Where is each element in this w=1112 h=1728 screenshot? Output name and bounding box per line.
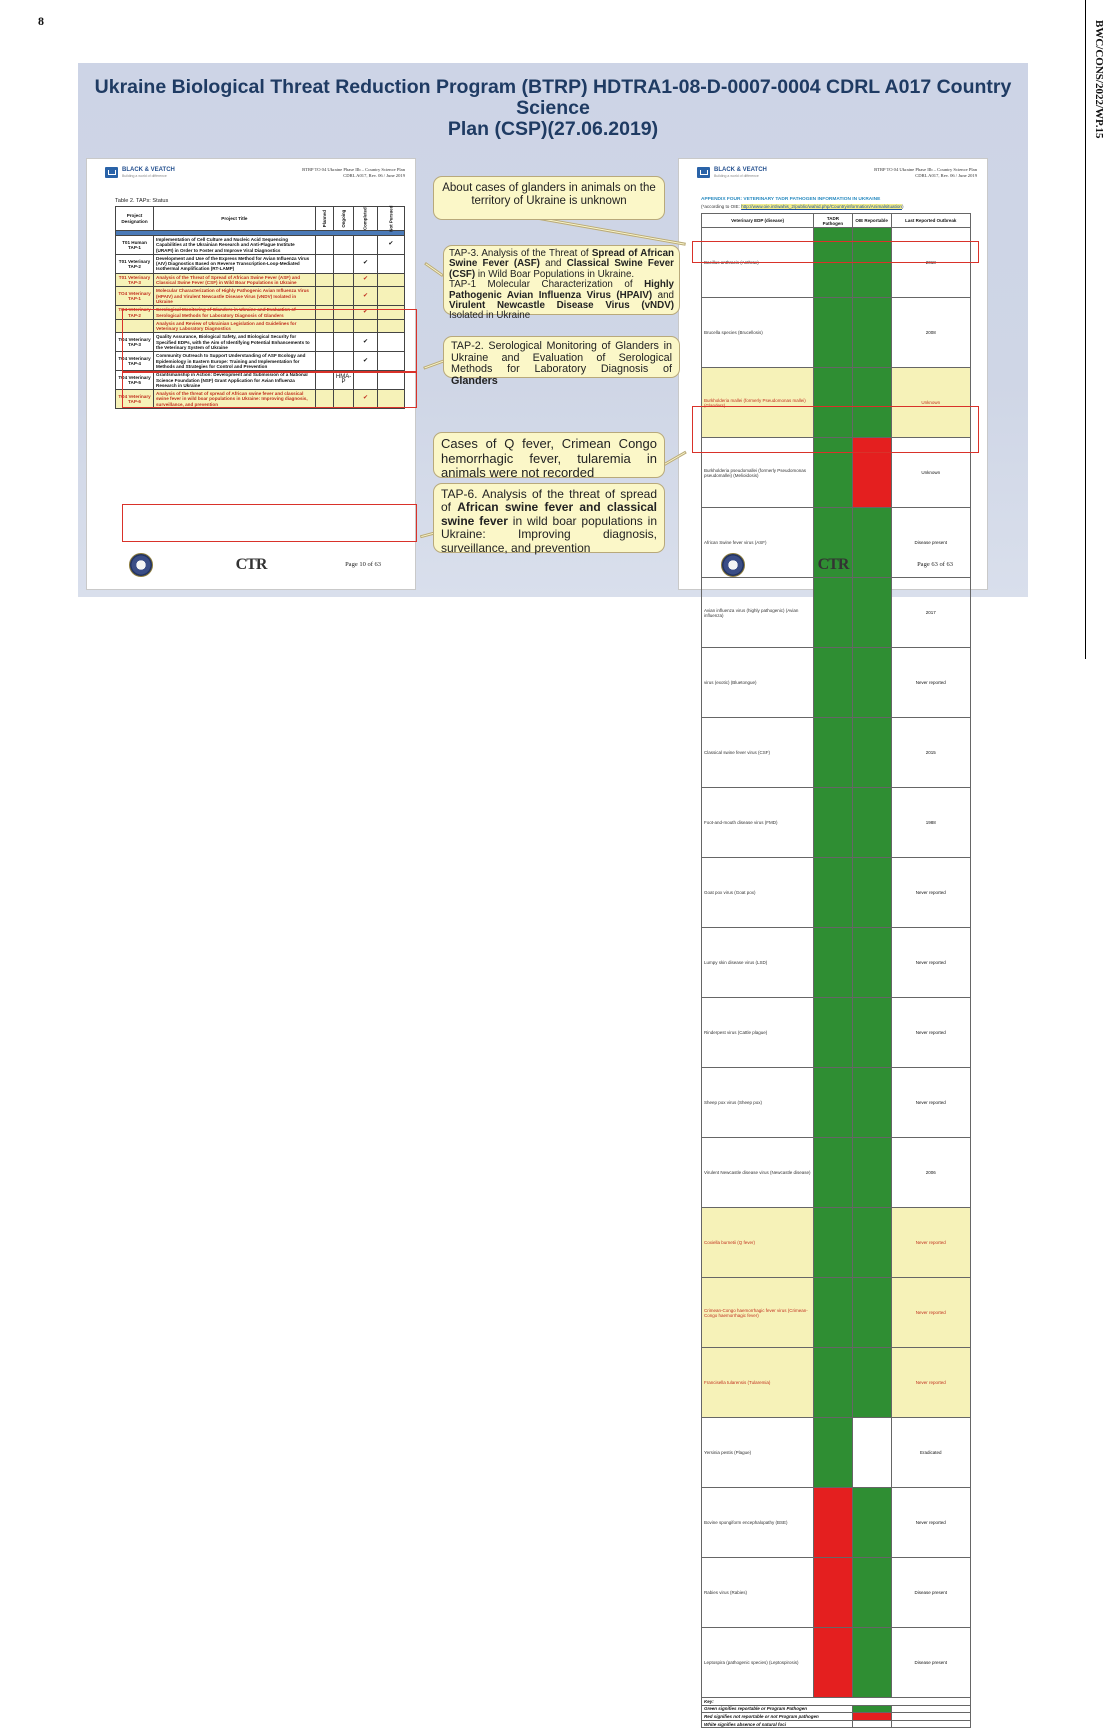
oie-reportable-cell — [852, 998, 891, 1068]
last-outbreak: 2008 — [891, 298, 970, 368]
tadr-pathogen-cell — [814, 1418, 853, 1488]
project-title: Analysis and Review of Ukrainian Legislation and Guidelines for Veterinary Laboratory Diagnostics — [154, 319, 316, 333]
tadr-pathogen-cell — [814, 578, 853, 648]
status-not-pursued — [377, 287, 404, 306]
doc-reference — [874, 167, 977, 179]
table-row — [702, 1558, 971, 1628]
doc-header — [697, 167, 977, 191]
dtra-seal-icon — [129, 553, 153, 577]
table-caption: Table 2. TAPs: Status — [115, 198, 169, 204]
right-document-page — [678, 158, 988, 1727]
callout-glanders-unknown: About cases of glanders in animals on the territory of Ukraine is unknown — [433, 176, 665, 220]
page-number: 8 — [38, 14, 44, 28]
col-header-tadr: TADR Pathogen — [814, 214, 853, 228]
last-outbreak: Never reported — [891, 998, 970, 1068]
disease-name: Bacillus anthracis (Anthrax) — [702, 228, 814, 298]
last-outbreak: Eradicated — [891, 1418, 970, 1488]
status-completed: ✔ — [354, 333, 378, 352]
col-header-disease: Veterinary EDP (disease) — [702, 214, 814, 228]
tadr-pathogen-cell — [814, 1278, 853, 1348]
table-row — [702, 1068, 971, 1138]
table-row — [116, 236, 405, 255]
last-outbreak: Never reported — [891, 1348, 970, 1418]
tadr-pathogen-cell — [814, 1488, 853, 1558]
table-row — [702, 578, 971, 648]
last-outbreak: 1988 — [891, 788, 970, 858]
table-row — [702, 1488, 971, 1558]
document-code: BWC/CONS/2022/WP.15 — [1093, 20, 1105, 139]
tadr-pathogen-cell — [814, 998, 853, 1068]
black-veatch-logo — [697, 167, 767, 178]
col-header-designation: Project Designation — [116, 207, 154, 231]
disease-name: Avian influenza virus (highly pathogenic) (Avian influenza) — [702, 578, 814, 648]
bv-logo-icon — [697, 167, 710, 178]
table-row — [702, 858, 971, 928]
key-red-swatch — [852, 1713, 891, 1721]
table-row — [702, 1418, 971, 1488]
oie-reportable-cell — [852, 648, 891, 718]
slide — [78, 63, 1028, 1727]
disease-name: Lumpy skin disease virus (LSD) — [702, 928, 814, 998]
status-not-pursued: ✔ — [377, 236, 404, 255]
project-designation: T01 Veterinary TAP-2 — [116, 254, 154, 273]
status-ongoing: HMA-P — [333, 371, 353, 390]
table-row — [116, 254, 405, 273]
status-completed: ✔ — [354, 390, 378, 409]
disease-name: Brucella species (Brucellosis) — [702, 298, 814, 368]
callout-tap2: TAP-2. Serological Monitoring of Glanders in Ukraine and Evaluation of Serological Methods for Laboratory Diagnosis of Glanders — [443, 336, 680, 378]
table-row — [702, 1138, 971, 1208]
project-designation: TO4 Veterinary TAP-6 — [116, 390, 154, 409]
key-row — [702, 1713, 971, 1721]
last-outbreak: 2017 — [891, 578, 970, 648]
project-title: Molecular Characterization of Highly Pathogenic Avian Influenza Virus (HPAIV) and Virulent Newcastle Disease Virus (vNDV) Isolated in Ukraine — [154, 287, 316, 306]
disease-name: Francisella tularensis (Tularemia) — [702, 1348, 814, 1418]
disease-name: Goat pox virus (Goat pox) — [702, 858, 814, 928]
tadr-pathogen-cell — [814, 1348, 853, 1418]
oie-reportable-cell — [852, 298, 891, 368]
table-row — [702, 298, 971, 368]
table-row — [702, 998, 971, 1068]
last-outbreak: Disease present — [891, 508, 970, 578]
tadr-pathogen-cell — [814, 1628, 853, 1698]
table-row — [702, 648, 971, 718]
appendix-note: (*according to OIE: http://www.oie.int/wahis_2/public/wahid.php/Countryinformation/Animalsituation) — [701, 204, 904, 209]
project-designation: TO4 Veterinary TAP-2 — [116, 306, 154, 320]
col-header-oie: OIE Reportable — [852, 214, 891, 228]
tadr-pathogen-cell — [814, 788, 853, 858]
status-planned — [315, 254, 333, 273]
callout-pointer — [423, 359, 445, 369]
oie-reportable-cell — [852, 928, 891, 998]
doc-footer — [679, 553, 987, 579]
key-title: Key: — [702, 1698, 971, 1706]
bv-logo-text: BLACK & VEATCH — [714, 167, 767, 173]
col-header-not-pursued: Not Pursued — [377, 207, 404, 231]
last-outbreak: Unknown — [891, 438, 970, 508]
tadr-pathogen-cell — [814, 718, 853, 788]
highlight-box-tap6 — [122, 504, 417, 542]
table-row — [702, 1628, 971, 1698]
oie-reportable-cell — [852, 1488, 891, 1558]
table-row — [116, 273, 405, 287]
project-title: Analysis of the Threat of Spread of African Swine Fever (ASF) and Classical Swine Fever (CSF) in Wild Boar Populations in Ukraine — [154, 273, 316, 287]
col-header-planned: Planned — [315, 207, 333, 231]
oie-reportable-cell — [852, 1418, 891, 1488]
last-outbreak: 2006 — [891, 1138, 970, 1208]
status-ongoing — [333, 254, 353, 273]
tadr-pathogen-cell — [814, 1068, 853, 1138]
doc-reference — [302, 167, 405, 179]
last-outbreak: Disease present — [891, 1558, 970, 1628]
document-code-margin — [1090, 20, 1108, 220]
last-outbreak: 2015 — [891, 718, 970, 788]
highlight-box-tap3-tap1 — [122, 309, 417, 372]
status-ongoing — [333, 236, 353, 255]
key-row — [702, 1705, 971, 1713]
page-label: Page 10 of 63 — [345, 561, 381, 568]
slide-title-line2: Plan (CSP)(27.06.2019) — [447, 118, 659, 140]
project-designation: TO4 Veterinary TAP-1 — [116, 287, 154, 306]
status-ongoing — [333, 287, 353, 306]
table-row — [702, 928, 971, 998]
disease-name: Bovine spongiform encephalopathy (BSE) — [702, 1488, 814, 1558]
slide-title — [78, 77, 1028, 140]
project-designation: TO4 Veterinary TAP-3 — [116, 333, 154, 352]
dtra-seal-icon — [721, 553, 745, 577]
disease-name: Rinderpest virus (Cattle plague) — [702, 998, 814, 1068]
oie-reportable-cell — [852, 1068, 891, 1138]
oie-reportable-cell — [852, 858, 891, 928]
status-completed: ✔ — [354, 254, 378, 273]
key-white-swatch — [852, 1720, 891, 1728]
doc-footer — [87, 553, 415, 579]
highlight-box-glanders — [692, 241, 979, 263]
callout-qfever: Cases of Q fever, Crimean Congo hemorrhagic fever, tularemia in animals were not recorded — [433, 432, 665, 478]
callout-tap6: TAP-6. Analysis of the threat of spread of African swine fever and classical swine fever in wild boar populations in Ukraine: Improving diagnosis, surveillance, and prevention — [433, 483, 665, 553]
highlight-box-tap2 — [122, 372, 417, 408]
page-label: Page 63 of 63 — [917, 561, 953, 568]
last-outbreak: Never reported — [891, 1488, 970, 1558]
disease-name: Crimean-Congo haemorrhagic fever virus (Crimean-Congo haemorrhagic fever) — [702, 1278, 814, 1348]
disease-name: Foot-and-mouth disease virus (FMD) — [702, 788, 814, 858]
status-not-pursued — [377, 254, 404, 273]
oie-link[interactable]: http://www.oie.int/wahis_2/public/wahid.php/Countryinformation/Animalsituation — [741, 204, 902, 209]
last-outbreak: Never reported — [891, 928, 970, 998]
col-header-ongoing: Ongoing — [333, 207, 353, 231]
doc-header — [105, 167, 405, 191]
oie-reportable-cell — [852, 1208, 891, 1278]
doc-ref-line2: CDRL A017, Rev. 06 / June 2019 — [915, 173, 977, 178]
ctr-logo: CTR — [817, 556, 849, 573]
bv-logo-tag: Building a world of difference — [714, 174, 759, 178]
bv-logo-tag: Building a world of difference — [122, 174, 167, 178]
project-title: Quality Assurance, Biological Safety, and Biological Security for Specified EDPs, with the Aim of Identifying Potential Enhancements to the Veterinary System of Ukraine — [154, 333, 316, 352]
project-title: Analysis of the threat of spread of African swine fever and classical swine fever in wild boar populations in Ukraine: Improving diagnosis, surveillance, and prevention — [154, 390, 316, 409]
tadr-pathogen-cell — [814, 928, 853, 998]
tadr-pathogen-cell — [814, 1138, 853, 1208]
disease-name: Burkholderia pseudomallei (formerly Pseudomonas pseudomallei) (Melioidosis) — [702, 438, 814, 508]
oie-reportable-cell — [852, 1138, 891, 1208]
last-outbreak: Never reported — [891, 1278, 970, 1348]
key-row — [702, 1698, 971, 1706]
doc-ref-line1: BTRP TO 04 Ukraine Phase IIb – Country Science Plan — [874, 167, 977, 172]
status-completed: ✔ — [354, 273, 378, 287]
disease-name: Yersinia pestis (Plague) — [702, 1418, 814, 1488]
table-row — [702, 1348, 971, 1418]
status-completed: ✔ — [354, 287, 378, 306]
project-designation: TO4 Veterinary TAP-4 — [116, 352, 154, 371]
project-title: Development and Use of the Express Method for Avian Influenza Virus (AIV) Diagnostics Based on Reverse Transcription-Loop-Mediated Isothermal Amplification (RT-LAMP) — [154, 254, 316, 273]
tadr-pathogen-cell — [814, 858, 853, 928]
table-row — [116, 287, 405, 306]
black-veatch-logo — [105, 167, 175, 178]
doc-ref-line2: CDRL A017, Rev. 06 / June 2019 — [343, 173, 405, 178]
col-header-title: Project Title — [154, 207, 316, 231]
highlight-box-qfever — [692, 406, 979, 453]
key-red-text: Red signifies not reportable or not Program pathogen — [702, 1713, 853, 1721]
table-row — [702, 1208, 971, 1278]
last-outbreak: Never reported — [891, 1208, 970, 1278]
table-row — [702, 788, 971, 858]
disease-name: Rabies virus (Rabies) — [702, 1558, 814, 1628]
disease-name: Sheep pox virus (Sheep pox) — [702, 1068, 814, 1138]
bv-logo-text: BLACK & VEATCH — [122, 167, 175, 173]
project-designation: TO4 Veterinary TAP-5 — [116, 371, 154, 390]
table-row — [702, 718, 971, 788]
last-outbreak: Never reported — [891, 648, 970, 718]
disease-name: Classical swine fever virus (CSF) — [702, 718, 814, 788]
status-completed: ✔ — [354, 352, 378, 371]
project-designation: T01 Veterinary TAP-3 — [116, 273, 154, 287]
last-outbreak: Unknown — [891, 368, 970, 438]
status-planned — [315, 287, 333, 306]
col-header-outbreak: Last Reported Outbreak — [891, 214, 970, 228]
tadr-pathogen-cell — [814, 1208, 853, 1278]
margin-rule — [1085, 0, 1086, 659]
disease-name: Virulent Newcastle disease virus (Newcastle disease) — [702, 1138, 814, 1208]
key-row — [702, 1720, 971, 1728]
slide-title-line1: Ukraine Biological Threat Reduction Program (BTRP) HDTRA1-08-D-0007-0004 CDRL A017 Country Science — [94, 76, 1012, 119]
oie-reportable-cell — [852, 578, 891, 648]
status-planned — [315, 273, 333, 287]
key-white-text: White signifies absence of natural foci — [702, 1720, 853, 1728]
callout-tap3-tap1: TAP-3. Analysis of the Threat of Spread of African Swine Fever (ASF) and Classical Swine Fever (CSF) in Wild Boar Populations in Ukraine. TAP-1 Molecular Characterization of Highly Pathogenic Avian Influenza Virus (HPAIV) and Virulent Newcastle Disease Virus (vNDV) Isolated in Ukraine — [443, 245, 680, 315]
key-green-text: Green signifies reportable or Program Pathogen — [702, 1705, 853, 1713]
last-outbreak: 2018 — [891, 228, 970, 298]
disease-name: Coxiella burnetii (Q fever) — [702, 1208, 814, 1278]
project-title: Implementation of Cell Culture and Nucleic Acid Sequencing Capabilities at the Ukrainian Research and Anti-Plague Institute (URAPI) in Order to Foster and Improve Viral Diagnostics — [154, 236, 316, 255]
last-outbreak: Never reported — [891, 858, 970, 928]
table-row — [702, 1278, 971, 1348]
callout-pointer — [424, 262, 444, 277]
oie-reportable-cell — [852, 1558, 891, 1628]
project-title: Grantsmanship in Action: Development and Submission of a National Science Foundation (NSF) Grant Application for Avian Influenza Research in Ukraine — [154, 371, 316, 390]
oie-reportable-cell — [852, 1628, 891, 1698]
status-ongoing — [333, 273, 353, 287]
project-title: Serological Monitoring of Glanders in Ukraine and Evaluation of Serological Methods for Laboratory Diagnosis of Glanders — [154, 306, 316, 320]
oie-reportable-cell — [852, 1348, 891, 1418]
tadr-pathogen-cell — [814, 1558, 853, 1628]
last-outbreak: Disease present — [891, 1628, 970, 1698]
disease-name: African Swine fever virus (ASF) — [702, 508, 814, 578]
oie-reportable-cell — [852, 788, 891, 858]
tadr-pathogen-cell — [814, 648, 853, 718]
disease-name: Burkholderia mallei (formerly Pseudomonas mallei) (Glanders) — [702, 368, 814, 438]
ctr-logo: CTR — [235, 556, 267, 573]
status-completed — [354, 236, 378, 255]
last-outbreak: Never reported — [891, 1068, 970, 1138]
status-not-pursued — [377, 273, 404, 287]
disease-name: Leptospira (pathogenic species) (Leptospirosis) — [702, 1628, 814, 1698]
oie-reportable-cell — [852, 718, 891, 788]
oie-reportable-cell — [852, 1278, 891, 1348]
disease-name: virus (exotic) (Bluetongue) — [702, 648, 814, 718]
bv-logo-icon — [105, 167, 118, 178]
appendix-title: APPENDIX FOUR: VETERINARY TADR PATHOGEN INFORMATION IN UKRAINE — [701, 197, 881, 202]
tadr-pathogen-cell — [814, 298, 853, 368]
col-header-completed: Completed — [354, 207, 378, 231]
doc-ref-line1: BTRP TO 04 Ukraine Phase IIb – Country Science Plan — [302, 167, 405, 172]
status-completed: ✔ — [354, 306, 378, 320]
key-green-swatch — [852, 1705, 891, 1713]
project-designation: T01 Human TAP-1 — [116, 236, 154, 255]
status-planned — [315, 236, 333, 255]
project-title: Community Outreach to Support Understanding of ASF Ecology and Epidemiology in Eastern Europe: Training and Implementation for Methods and Strategies for Control and Prevention — [154, 352, 316, 371]
